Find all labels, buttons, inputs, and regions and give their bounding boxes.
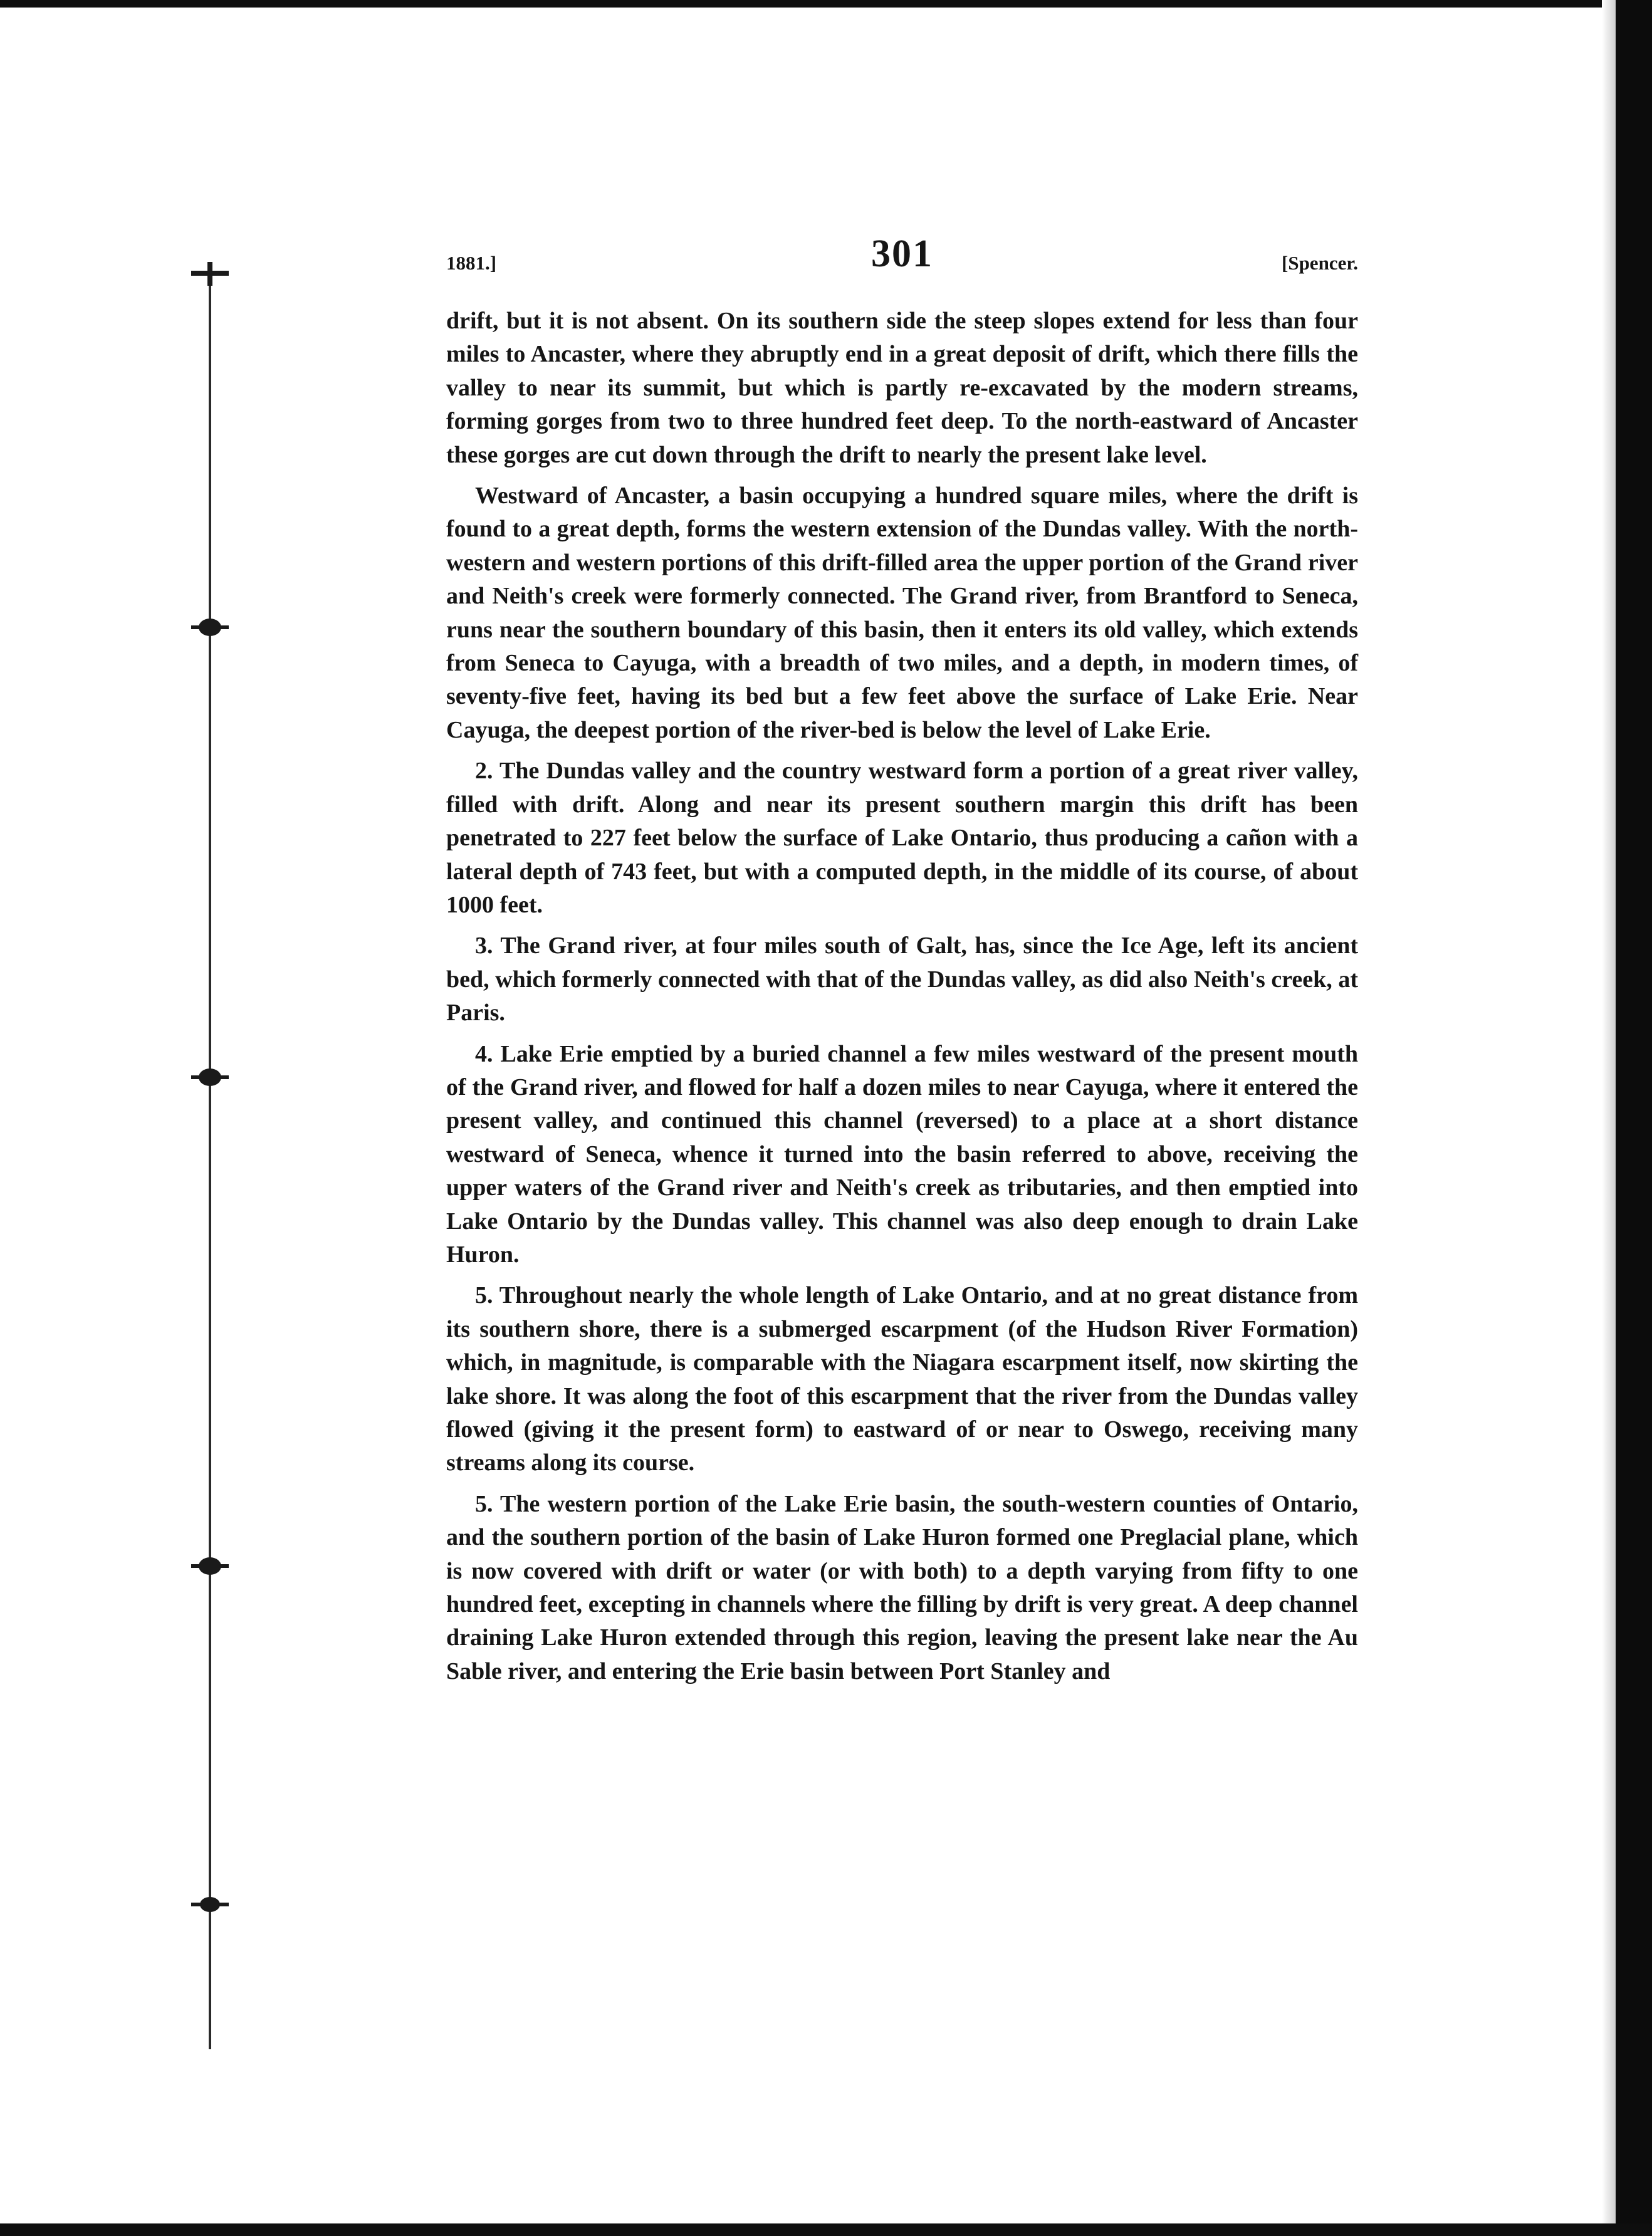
paragraph: 5. Throughout nearly the whole length of Lake Ontario, and at no great distance from its southern shore, there is a submerged escarpment (of the Hudson River Formation) which, in magnitude, is comparable with the Niagara escarpment itself, now skirting the lake shore. It was along the foot of this escarpment that the river from the Dundas valley flowed (giving it the present form) to eastward of or near to Oswego, receiving many streams along its course. (446, 1282, 1358, 1476)
paragraph: Westward of Ancaster, a basin occupying a hundred square miles, where the drift is found to a great depth, forms the western extension of the Dundas valley. With the north-western and western portions of this drift-filled area the upper portion of the Grand river and Neith's creek were formerly connected. The Grand river, from Brantford to Seneca, runs near the southern boundary of this basin, then it enters its old valley, which extends from Seneca to Cayuga, with a breadth of two miles, and a depth, in modern times, of seventy-five feet, having its bed but a few feet above the surface of Lake Erie. Near Cayuga, the deepest portion of the river-bed is below the level of Lake Erie. (446, 483, 1358, 743)
binding-mark-icon (191, 1893, 229, 1916)
binding-gutter-line (209, 269, 211, 2049)
page-header (446, 232, 1358, 282)
paragraph: 5. The western portion of the Lake Erie basin, the south-western counties of Ontario, and the southern portion of the basin of Lake Huron formed one Preglacial plane, which is now covered with drift or water (or with both) to a depth varying from fifty to one hundred feet, excepting in channels where the filling by drift is very great. A deep channel draining Lake Huron extended through this region, leaving the present lake near the Au Sable river, and entering the Erie basin between Port Stanley and (446, 1490, 1358, 1685)
scan-edge-bottom (0, 2223, 1652, 2236)
page-body (446, 305, 1358, 1696)
page-number: 301 (871, 232, 933, 275)
binding-mark-icon (191, 1554, 229, 1578)
paragraph: 3. The Grand river, at four miles south of Galt, has, since the Ice Age, left its ancient bed, which formerly connected with that of the Dundas valley, as did also Neith's creek, at Paris. (446, 933, 1358, 1027)
paragraph: 2. The Dundas valley and the country westward form a portion of a great river valley, filled with drift. Along and near its present southern margin this drift has been penetrated to 227 feet below the surface of Lake Ontario, thus producing a cañon with a lateral depth of 743 feet, but with a computed depth, in the middle of its course, of about 1000 feet. (446, 758, 1358, 918)
scan-edge-right-shadow (1602, 0, 1616, 2236)
paragraph: drift, but it is not absent. On its southern side the steep slopes extend for less than four miles to Ancaster, where they abruptly end in a great deposit of drift, which there fills the valley to near its summit, but which is partly re-excavated by the modern streams, forming gorges from two to three hundred feet deep. To the north-eastward of Ancaster these gorges are cut down through the drift to nearly the present lake level. (446, 308, 1358, 468)
binding-mark-icon (191, 615, 229, 639)
scan-edge-right (1616, 0, 1652, 2236)
header-year: 1881.] (446, 252, 497, 274)
scan-edge-top (0, 0, 1652, 8)
binding-mark-icon (191, 262, 229, 286)
binding-mark-icon (191, 1065, 229, 1089)
paragraph: 4. Lake Erie emptied by a buried channel a few miles westward of the present mouth of the Grand river, and flowed for half a dozen miles to near Cayuga, where it entered the present valley, and continued this channel (reversed) to a place at a short distance westward of Seneca, whence it turned into the basin referred to above, receiving the upper waters of the Grand river and Neith's creek as tributaries, and then emptied into Lake Ontario by the Dundas valley. This channel was also deep enough to drain Lake Huron. (446, 1040, 1358, 1268)
header-author: [Spencer. (1282, 252, 1358, 274)
